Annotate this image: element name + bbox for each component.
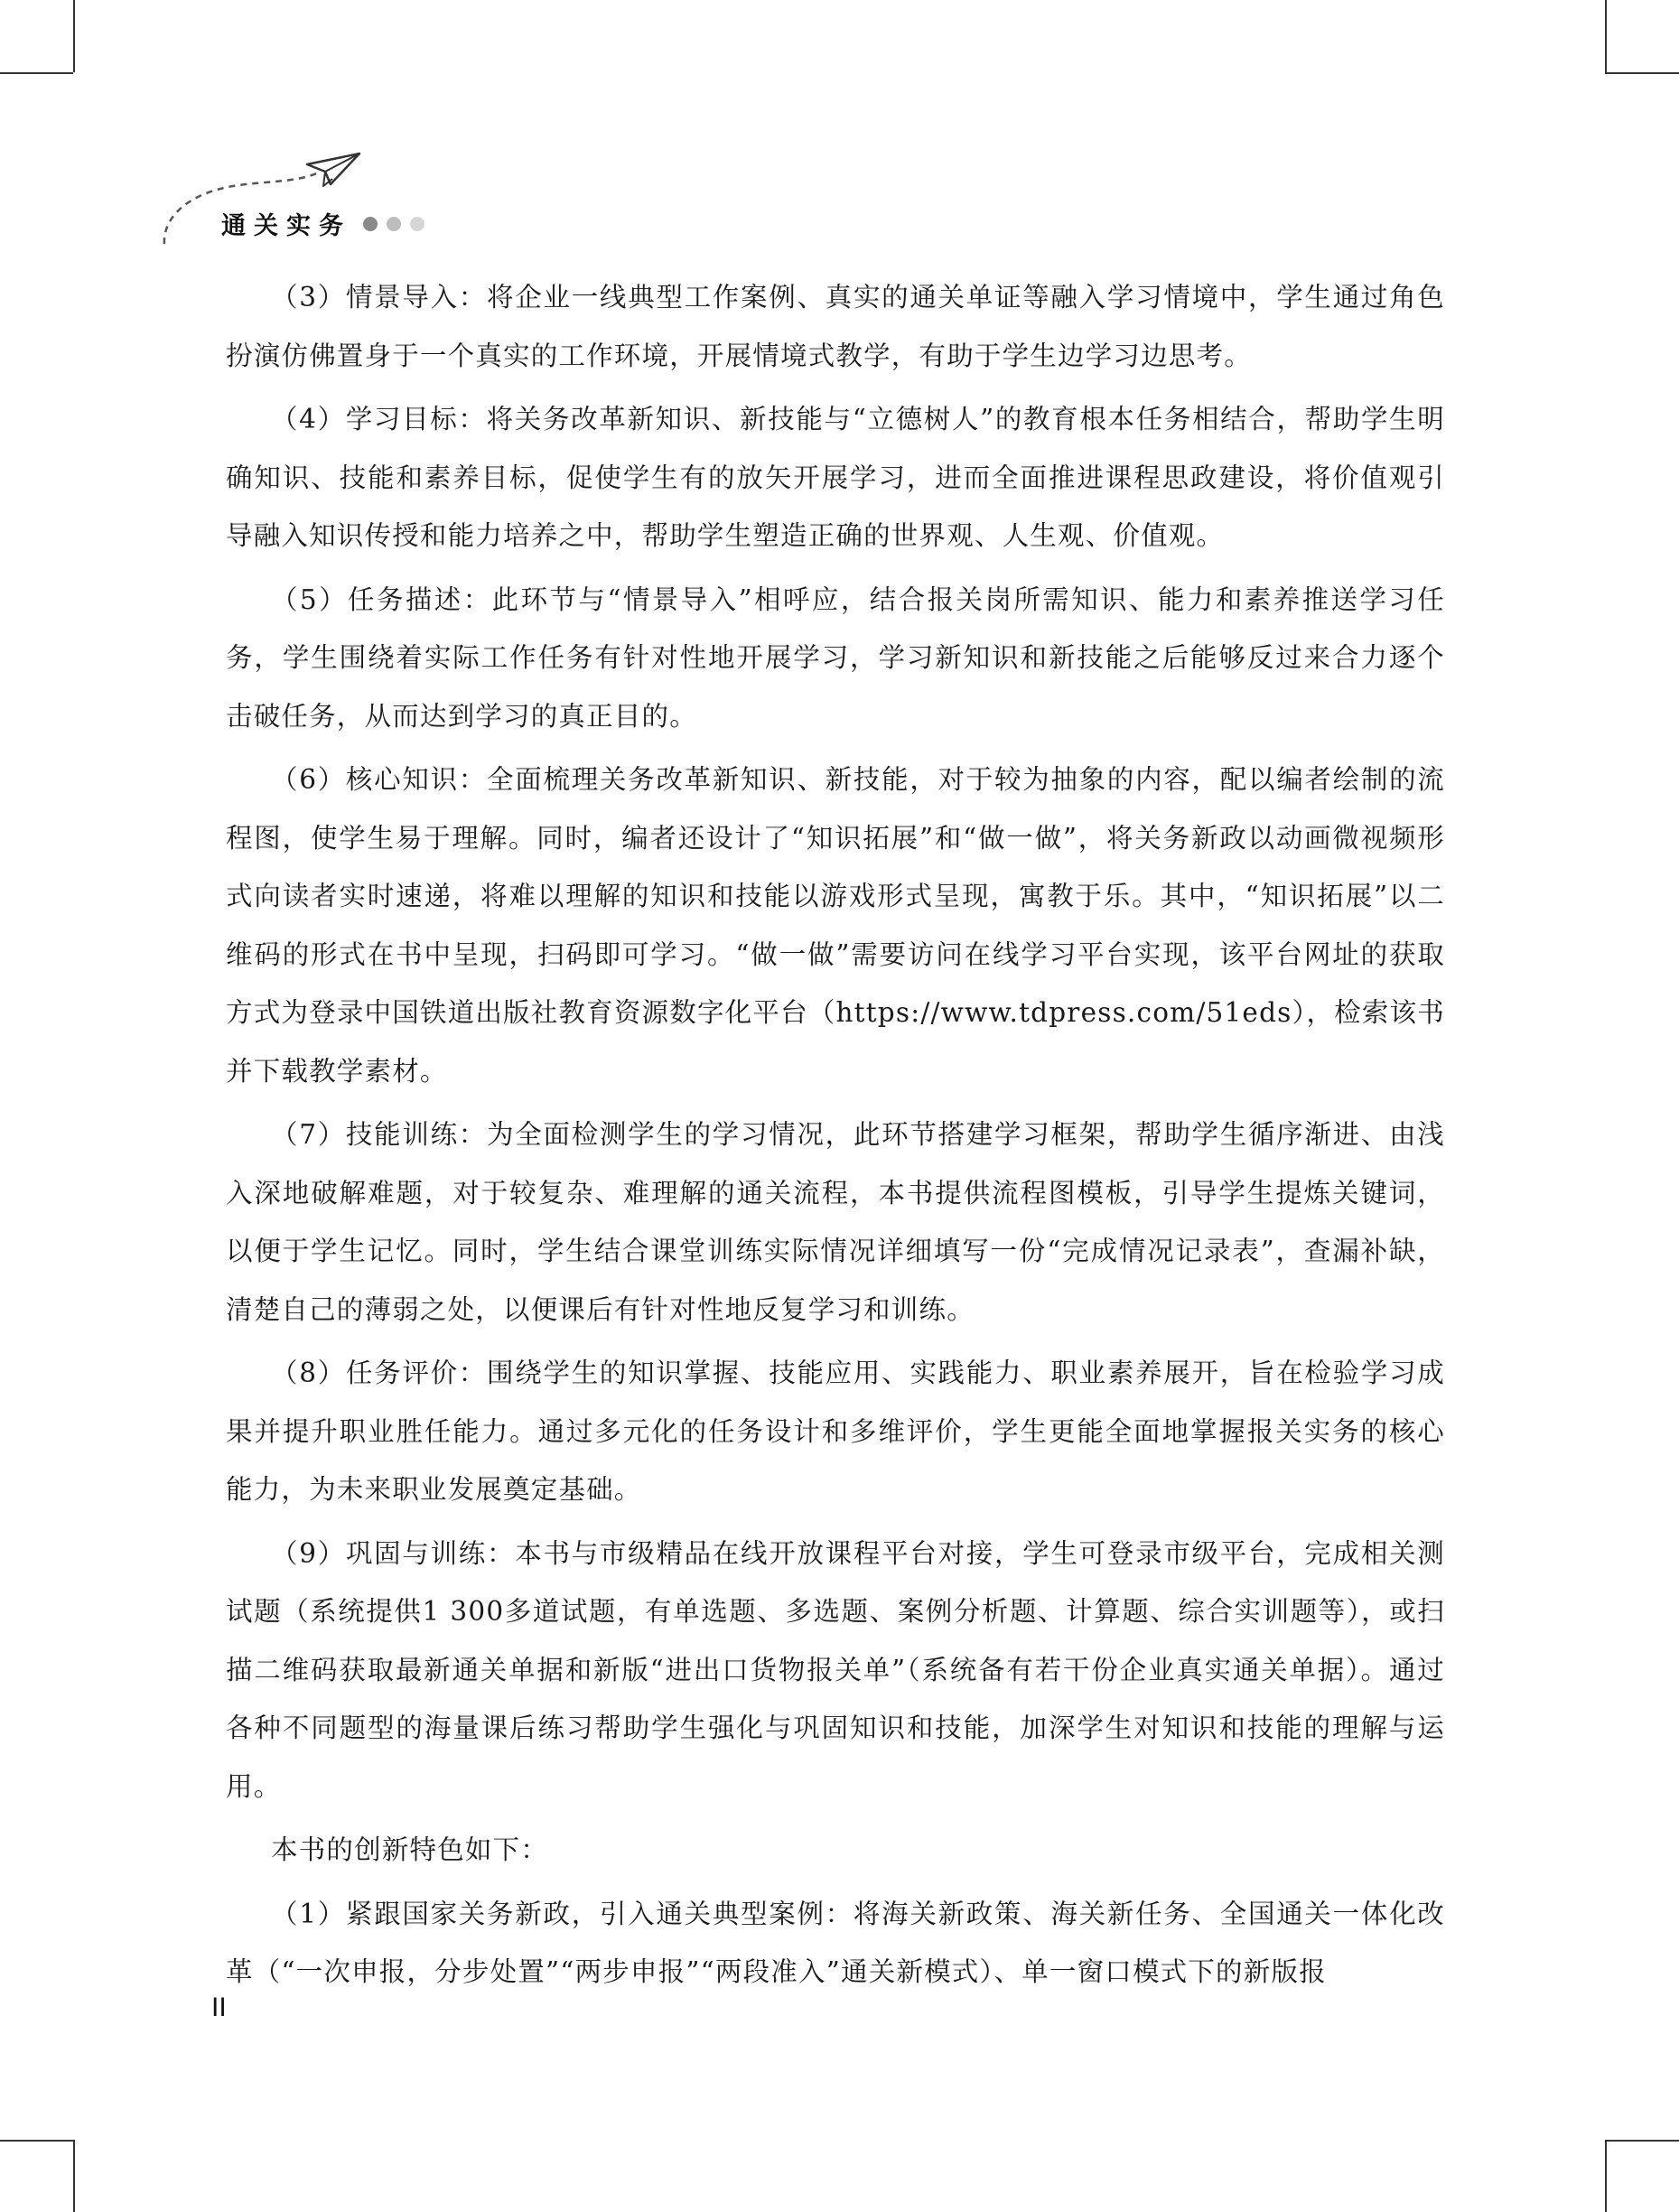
crop-mark <box>1605 2140 1679 2142</box>
paragraph-features-intro: 本书的创新特色如下： <box>271 1834 549 1865</box>
page-number: II <box>211 1993 227 2022</box>
crop-mark <box>1605 72 1679 74</box>
paragraph-skill-training: （7）技能训练：为全面检测学生的学习情况，此环节搭建学习框架，帮助学生循序渐进、由浅入深地破解难题，对于较复杂、难理解的通关流程，本书提供流程图模板，引导学生提炼关键词，以便于学生记忆。同时，学生结合课堂训练实际情况详细填写一份“完成情况记录表”，查漏补缺，清楚自己的薄弱之处，以便课后有针对性地反复学习和训练。 <box>226 1119 1445 1325</box>
body-text <box>226 268 1445 2007</box>
crop-mark <box>0 2140 73 2142</box>
running-title: 通关实务 <box>221 212 351 240</box>
paragraph-task-evaluation: （8）任务评价：围绕学生的知识掌握、技能应用、实践能力、职业素养展开，旨在检验学习成果并提升职业胜任能力。通过多元化的任务设计和多维评价，学生更能全面地掌握报关实务的核心能力，为未来职业发展奠定基础。 <box>226 1358 1445 1505</box>
dot-icon <box>363 217 378 231</box>
paragraph-core-knowledge: （6）核心知识：全面梳理关务改革新知识、新技能，对于较为抽象的内容，配以编者绘制的流程图，使学生易于理解。同时，编者还设计了“知识拓展”和“做一做”，将关务新政以动画微视频形式向读者实时速递，将难以理解的知识和技能以游戏形式呈现，寓教于乐。其中，“知识拓展”以二维码的形式在书中呈现，扫码即可学习。“做一做”需要访问在线学习平台实现，该平台网址的获取方式为登录中国铁道出版社教育资源数字化平台（https://www.tdpress.com/51eds），检索该书并下载教学素材。 <box>226 764 1445 1087</box>
dot-icon <box>387 217 401 231</box>
paragraph-task-description: （5）任务描述：此环节与“情景导入”相呼应，结合报关岗所需知识、能力和素养推送学习任务，学生围绕着实际工作任务有针对性地开展学习，学习新知识和新技能之后能够反过来合力逐个击破任务，从而达到学习的真正目的。 <box>226 583 1445 732</box>
paragraph-learning-goals: （4）学习目标：将关务改革新知识、新技能与“立德树人”的教育根本任务相结合，帮助学生明确知识、技能和素养目标，促使学生有的放矢开展学习，进而全面推进课程思政建设，将价值观引导融入知识传授和能力培养之中，帮助学生塑造正确的世界观、人生观、价值观。 <box>226 404 1445 551</box>
title-dots <box>363 217 424 231</box>
paragraph-situation-intro: （3）情景导入：将企业一线典型工作案例、真实的通关单证等融入学习情境中，学生通过角色扮演仿佛置身于一个真实的工作环境，开展情境式教学，有助于学生边学习边思考。 <box>226 282 1445 371</box>
crop-mark <box>1605 2140 1607 2212</box>
paragraph-consolidation: （9）巩固与训练：本书与市级精品在线开放课程平台对接，学生可登录市级平台，完成相关测试题（系统提供1 300多道试题，有单选题、多选题、案例分析题、计算题、综合实训题等），或扫描二维码获取最新通关单据和新版“进出口货物报关单”（系统备有若干份企业真实通关单据）。通过各种不同题型的海量课后练习帮助学生强化与巩固知识和技能，加深学生对知识和技能的理解与运用。 <box>226 1537 1445 1802</box>
dot-icon <box>410 217 424 231</box>
crop-mark <box>73 0 75 72</box>
crop-mark <box>0 72 73 74</box>
crop-mark <box>1605 0 1607 72</box>
crop-mark <box>73 2140 75 2212</box>
paragraph-feature-1: （1）紧跟国家关务新政，引入通关典型案例：将海关新政策、海关新任务、全国通关一体化改革（“一次申报，分步处置”“两步申报”“两段准入”通关新模式）、单一窗口模式下的新版报 <box>226 1898 1445 1987</box>
